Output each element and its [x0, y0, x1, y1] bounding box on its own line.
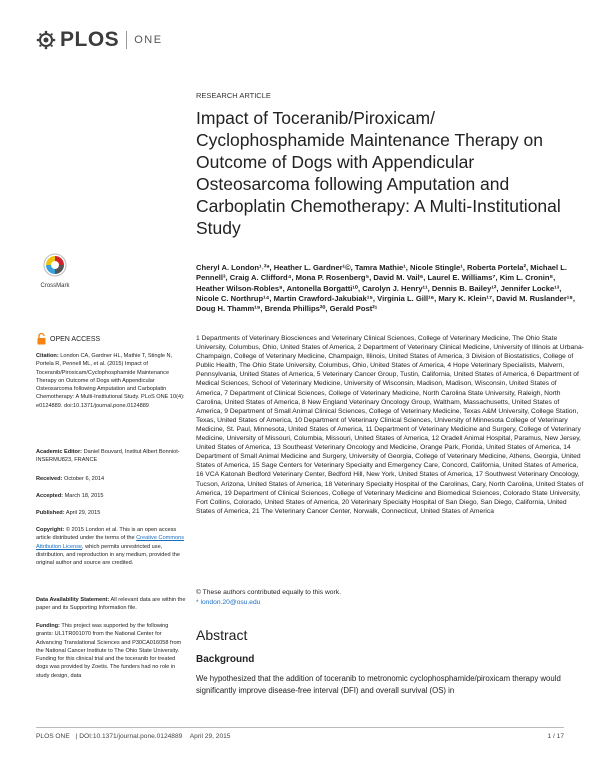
background-heading: Background — [196, 654, 255, 665]
author-list: Cheryl A. London¹˒²*, Heather L. Gardner¹©, Tamra Mathie¹, Nicole Stingle¹, Roberta Portela², Michael L. Pennell³, Craig A. Clifford⁴, Mona P. Rosenberg⁵, David M. Vail⁶, Laurel E. Williams⁷, Kim L. Cronin⁸, Heather Wilson-Robles⁹, Antonella Borgatti¹⁰, Carolyn J. Henry¹¹, Dennis B. Bailey¹², Jennifer Locke¹³, Nicole C. Northrup¹⁴, Martin Crawford-Jakubiak¹⁵, Virginia L. Gill¹⁶, Mary K. Klein¹⁷, David M. Ruslander¹⁸, Doug H. Thamm¹⁹, Brenda Phillips²⁰, Gerald Post²¹ — [196, 263, 575, 314]
abstract-heading: Abstract — [196, 627, 248, 643]
open-access-badge — [37, 333, 100, 345]
article-type: RESEARCH ARTICLE — [196, 91, 271, 100]
data-availability-block: Data Availability Statement: All relevant data are within the paper and its Supporting Information file. — [36, 597, 186, 612]
license-link[interactable]: Creative Commons Attribution License — [36, 535, 185, 550]
footer-journal: PLOS ONE — [36, 733, 70, 740]
crossmark-label: CrossMark — [40, 283, 70, 289]
journal-name: PLOS — [60, 28, 120, 51]
open-access-label: OPEN ACCESS — [50, 335, 101, 343]
background-paragraph: We hypothesized that the addition of toceranib to metronomic cyclophosphamide/piroxicam therapy would significantly improve disease-free interval (DFI) and overall survival (OS) in — [196, 674, 561, 695]
open-lock-icon — [37, 333, 46, 345]
citation-block: Citation: London CA, Gardner HL, Mathie T, Stingle N, Portela R, Pennell ML, et al. (2015) Impact of Toceranib/Piroxicam/Cyclophosphamide Maintenance Therapy on Outcome of Dogs with Appendicular Osteosarcoma following Amputation and Carboplatin Chemotherapy: A Multi-Institutional Study. PLoS ONE 10(4): e0124889. doi:10.1371/journal.pone.0124889 — [36, 353, 185, 409]
funding-block: Funding: This project was supported by the following grants: UL1TR001070 from the National Center for Advancing Translational Sciences and P30CA016058 from the National Cancer Institute to The Ohio State University. Funding for this clinical trial and the toceranib for treated dogs was provided by Zoetis. The funders had no role in study design, data — [36, 623, 182, 679]
journal-subname: ONE — [134, 34, 163, 46]
copyright-block: Copyright: © 2015 London et al. This is an open access article distributed under the terms of the Creative Commons Attribution License, which permits unrestricted use, distribution, and reproduction in any medium, provided the original author and source are credited. — [36, 527, 185, 567]
affiliations: 1 Departments of Veterinary Biosciences and Veterinary Clinical Sciences, College of Veterinary Medicine, The Ohio State University, Columbus, Ohio, United States of America, 2 Department of Veterinary Clinical Medicine, University of Illinois at Urbana-Champaign, College of Veterinary Medicine, Champaign, Illinois, United States of America, 3 Division of Biostatistics, College of Public Health, The Ohio State University, Columbus, Ohio, United States of America, 4 Hope Veterinary Specialists, Malvern, Pennsylvania, United States of America, 5 Veterinary Cancer Group, Tustin, California, United States of America, 6 Department of Medical Sciences, School of Veterinary Medicine, University of Wisconsin, Madison, Madison, Wisconsin, United States of America, 7 Department of Clinical Sciences, College of Veterinary Medicine, North Carolina State University, Raleigh, North Carolina, United States of America, 8 New England Veterinary Oncology Group, Waltham, Massachusetts, United States of America, 9 Department of Small Animal Clinical Sciences, College of Veterinary Medicine, Texas A&M University, College Station, Texas, United States of America, 10 Department of Veterinary Clinical Sciences, University of Minnesota College of Veterinary Medicine, St. Paul, Minnesota, United States of America, 11 Department of Veterinary Medicine and Surgery, College of Veterinary Medicine, University of Missouri, Columbia, Missouri, United States of America, 12 Oradell Animal Hospital, Paramus, New Jersey, United States of America, 13 Southeast Veterinary Oncology and Medicine, Orange Park, Florida, United States of America, 14 Department of Small Animal Medicine and Surgery, University of Georgia, College of Veterinary Medicine, Athens, Georgia, United States of America, 15 Sage Centers for Veterinary Specialty and Emergency Care, Concord, California, United States of America, 16 VCA Katonah Bedford Veterinary Center, Bedford Hill, New York, United States of America, 17 Southwest Veterinary Oncology, Tucson, Arizona, United States of America, 18 Veterinary Specialty Hospital of the Carolinas, Cary, North Carolina, United States of America, 19 Department of Clinical Sciences, College of Veterinary Medicine and Biomedical Sciences, Colorado State University, Fort Collins, Colorado, United States of America, 20 Veterinary Specialty Hospital of San Diego, San Diego, California, United States of America, 21 The Veterinary Cancer Center, Norwalk, Connecticut, United States of America — [196, 335, 584, 515]
page-number: 1 / 17 — [547, 733, 564, 740]
corresponding-email-link[interactable]: * london.20@osu.edu — [196, 598, 261, 606]
footer-doi: DOI:10.1371/journal.pone.0124889 — [79, 733, 183, 740]
footer-date: April 29, 2015 — [189, 733, 231, 740]
logo-divider — [126, 31, 127, 49]
plos-logo — [36, 28, 163, 52]
crossmark-badge[interactable] — [38, 253, 72, 289]
crossmark-icon — [43, 253, 67, 277]
accepted-block: Accepted: March 18, 2015 — [36, 493, 104, 499]
footer-divider — [36, 727, 564, 728]
editor-block: Academic Editor: Daniel Bouvard, Institut Albert Bonniot-INSERMU823, FRANCE — [36, 449, 180, 464]
received-block: Received: October 6, 2014 — [36, 476, 105, 482]
article-title: Impact of Toceranib/Piroxicam/ Cyclophosphamide Maintenance Therapy on Outcome of Dogs with Appendicular Osteosarcoma following Amputation and Carboplatin Chemotherapy: A Multi-Institutional Study — [196, 108, 561, 238]
equal-contribution-note: © These authors contributed equally to this work. — [196, 589, 341, 596]
published-block: Published: April 29, 2015 — [36, 510, 101, 516]
contribution-notes — [196, 588, 576, 607]
plos-logo-icon — [36, 30, 56, 50]
page-footer: PLOS ONE | DOI:10.1371/journal.pone.0124889 April 29, 2015 1 / 17 — [36, 733, 564, 740]
